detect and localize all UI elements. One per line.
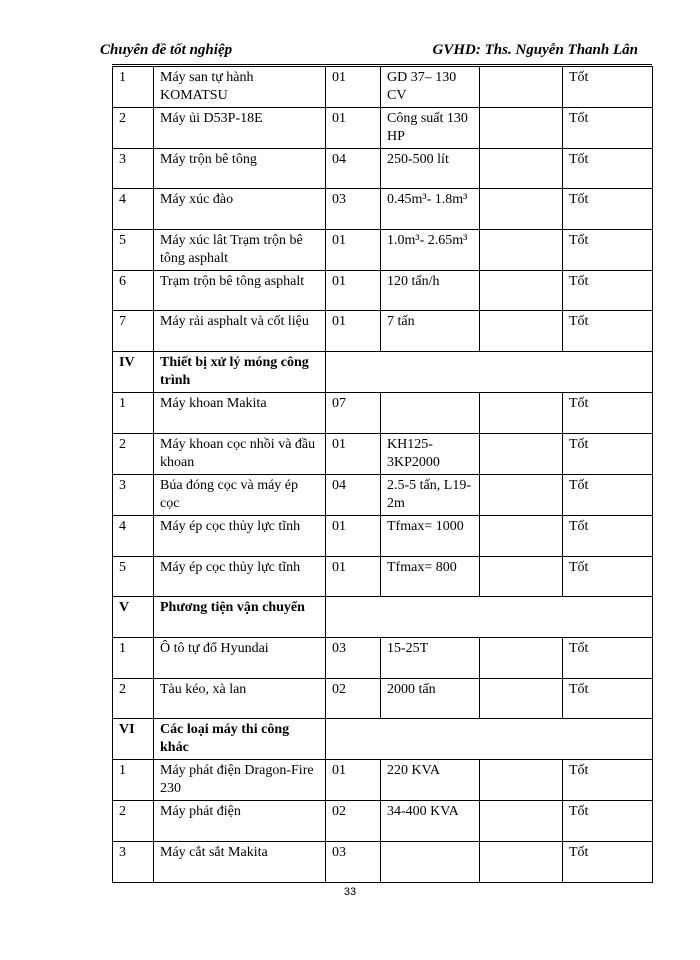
empty-cell xyxy=(480,557,563,597)
specification: 120 tấn/h xyxy=(381,271,480,311)
specification: Tfmax= 800 xyxy=(381,557,480,597)
table-row xyxy=(113,842,653,883)
quantity: 01 xyxy=(326,108,381,149)
specification: 1.0m³- 2.65m³ xyxy=(381,230,480,271)
row-number: 4 xyxy=(113,516,154,557)
quantity: 03 xyxy=(326,638,381,679)
specification: 0.45m³- 1.8m³ xyxy=(381,189,480,230)
quantity: 01 xyxy=(326,516,381,557)
equipment-name: Máy xúc đào xyxy=(154,189,326,230)
empty-cell xyxy=(480,475,563,516)
empty-cell xyxy=(480,149,563,189)
equipment-name: Máy trộn bê tông xyxy=(154,149,326,189)
specification: 15-25T xyxy=(381,638,480,679)
section-number: VI xyxy=(113,719,154,760)
condition-status: Tốt xyxy=(563,760,653,801)
row-number: 2 xyxy=(113,679,154,719)
condition-status: Tốt xyxy=(563,801,653,842)
quantity: 01 xyxy=(326,760,381,801)
table-row xyxy=(113,801,653,842)
empty-cell xyxy=(480,842,563,883)
equipment-name: Máy san tự hành KOMATSU xyxy=(154,67,326,108)
header-rule xyxy=(112,64,652,65)
table-row xyxy=(113,475,653,516)
equipment-name: Máy xúc lât Trạm trộn bê tông asphalt xyxy=(154,230,326,271)
quantity: 01 xyxy=(326,230,381,271)
equipment-name: Máy cắt sắt Makita xyxy=(154,842,326,883)
table-row xyxy=(113,679,653,719)
condition-status: Tốt xyxy=(563,679,653,719)
row-number: 2 xyxy=(113,108,154,149)
table-row xyxy=(113,434,653,475)
specification: 250-500 lít xyxy=(381,149,480,189)
condition-status: Tốt xyxy=(563,67,653,108)
row-number: 6 xyxy=(113,271,154,311)
row-number: 4 xyxy=(113,189,154,230)
table-row xyxy=(113,189,653,230)
table-row xyxy=(113,516,653,557)
quantity: 01 xyxy=(326,311,381,352)
specification: 2000 tấn xyxy=(381,679,480,719)
equipment-table-body xyxy=(113,67,653,883)
empty-cell xyxy=(480,516,563,557)
equipment-name: Máy ép cọc thủy lực tĩnh xyxy=(154,516,326,557)
specification: GD 37– 130 CV xyxy=(381,67,480,108)
empty-cell xyxy=(480,638,563,679)
section-row xyxy=(113,597,653,638)
equipment-name: Máy khoan cọc nhồi và đầu khoan xyxy=(154,434,326,475)
row-number: 3 xyxy=(113,842,154,883)
section-empty-cell xyxy=(326,352,653,393)
empty-cell xyxy=(480,434,563,475)
section-number: IV xyxy=(113,352,154,393)
quantity: 04 xyxy=(326,149,381,189)
quantity: 02 xyxy=(326,801,381,842)
section-title: Phương tiện vận chuyển xyxy=(154,597,326,638)
equipment-name: Máy khoan Makita xyxy=(154,393,326,434)
condition-status: Tốt xyxy=(563,393,653,434)
quantity: 02 xyxy=(326,679,381,719)
quantity: 07 xyxy=(326,393,381,434)
empty-cell xyxy=(480,801,563,842)
condition-status: Tốt xyxy=(563,149,653,189)
empty-cell xyxy=(480,311,563,352)
header-left-title: Chuyên đề tốt nghiệp xyxy=(100,42,233,58)
row-number: 7 xyxy=(113,311,154,352)
condition-status: Tốt xyxy=(563,311,653,352)
table-row xyxy=(113,149,653,189)
equipment-name: Tàu kéo, xà lan xyxy=(154,679,326,719)
row-number: 1 xyxy=(113,760,154,801)
row-number: 3 xyxy=(113,475,154,516)
quantity: 01 xyxy=(326,434,381,475)
section-empty-cell xyxy=(326,597,653,638)
condition-status: Tốt xyxy=(563,842,653,883)
specification: KH125-3KP2000 xyxy=(381,434,480,475)
specification: 7 tấn xyxy=(381,311,480,352)
condition-status: Tốt xyxy=(563,189,653,230)
row-number: 5 xyxy=(113,230,154,271)
condition-status: Tốt xyxy=(563,108,653,149)
table-row xyxy=(113,271,653,311)
row-number: 5 xyxy=(113,557,154,597)
table-row xyxy=(113,311,653,352)
equipment-name: Máy phát điện xyxy=(154,801,326,842)
table-row xyxy=(113,230,653,271)
condition-status: Tốt xyxy=(563,475,653,516)
equipment-name: Máy ủi D53P-18E xyxy=(154,108,326,149)
quantity: 01 xyxy=(326,557,381,597)
section-title: Thiết bị xử lý móng công trình xyxy=(154,352,326,393)
specification xyxy=(381,842,480,883)
quantity: 03 xyxy=(326,189,381,230)
specification: Tfmax= 1000 xyxy=(381,516,480,557)
specification xyxy=(381,393,480,434)
condition-status: Tốt xyxy=(563,638,653,679)
row-number: 3 xyxy=(113,149,154,189)
empty-cell xyxy=(480,393,563,434)
specification: 34-400 KVA xyxy=(381,801,480,842)
empty-cell xyxy=(480,230,563,271)
section-title: Các loại máy thi công khác xyxy=(154,719,326,760)
equipment-name: Búa đóng cọc và máy ép cọc xyxy=(154,475,326,516)
row-number: 1 xyxy=(113,393,154,434)
quantity: 03 xyxy=(326,842,381,883)
empty-cell xyxy=(480,189,563,230)
specification: Công suất 130 HP xyxy=(381,108,480,149)
table-row xyxy=(113,557,653,597)
empty-cell xyxy=(480,67,563,108)
empty-cell xyxy=(480,271,563,311)
row-number: 1 xyxy=(113,638,154,679)
table-row xyxy=(113,108,653,149)
section-row xyxy=(113,719,653,760)
empty-cell xyxy=(480,760,563,801)
condition-status: Tốt xyxy=(563,516,653,557)
specification: 2.5-5 tấn, L19-2m xyxy=(381,475,480,516)
table-row xyxy=(113,67,653,108)
empty-cell xyxy=(480,108,563,149)
section-number: V xyxy=(113,597,154,638)
header-right-advisor: GVHD: Ths. Nguyễn Thanh Lân xyxy=(432,42,638,58)
empty-cell xyxy=(480,679,563,719)
condition-status: Tốt xyxy=(563,434,653,475)
table-row xyxy=(113,760,653,801)
equipment-name: Máy ép cọc thủy lực tĩnh xyxy=(154,557,326,597)
quantity: 01 xyxy=(326,67,381,108)
row-number: 2 xyxy=(113,801,154,842)
equipment-name: Ô tô tự đổ Hyundai xyxy=(154,638,326,679)
table-row xyxy=(113,393,653,434)
specification: 220 KVA xyxy=(381,760,480,801)
equipment-table xyxy=(112,66,653,883)
table-row xyxy=(113,638,653,679)
quantity: 04 xyxy=(326,475,381,516)
equipment-name: Trạm trộn bê tông asphalt xyxy=(154,271,326,311)
equipment-name: Máy phát điện Dragon-Fire 230 xyxy=(154,760,326,801)
equipment-name: Máy rải asphalt và cốt liệu xyxy=(154,311,326,352)
condition-status: Tốt xyxy=(563,271,653,311)
section-row xyxy=(113,352,653,393)
row-number: 1 xyxy=(113,67,154,108)
condition-status: Tốt xyxy=(563,557,653,597)
quantity: 01 xyxy=(326,271,381,311)
page-number: 33 xyxy=(343,886,357,898)
row-number: 2 xyxy=(113,434,154,475)
section-empty-cell xyxy=(326,719,653,760)
condition-status: Tốt xyxy=(563,230,653,271)
